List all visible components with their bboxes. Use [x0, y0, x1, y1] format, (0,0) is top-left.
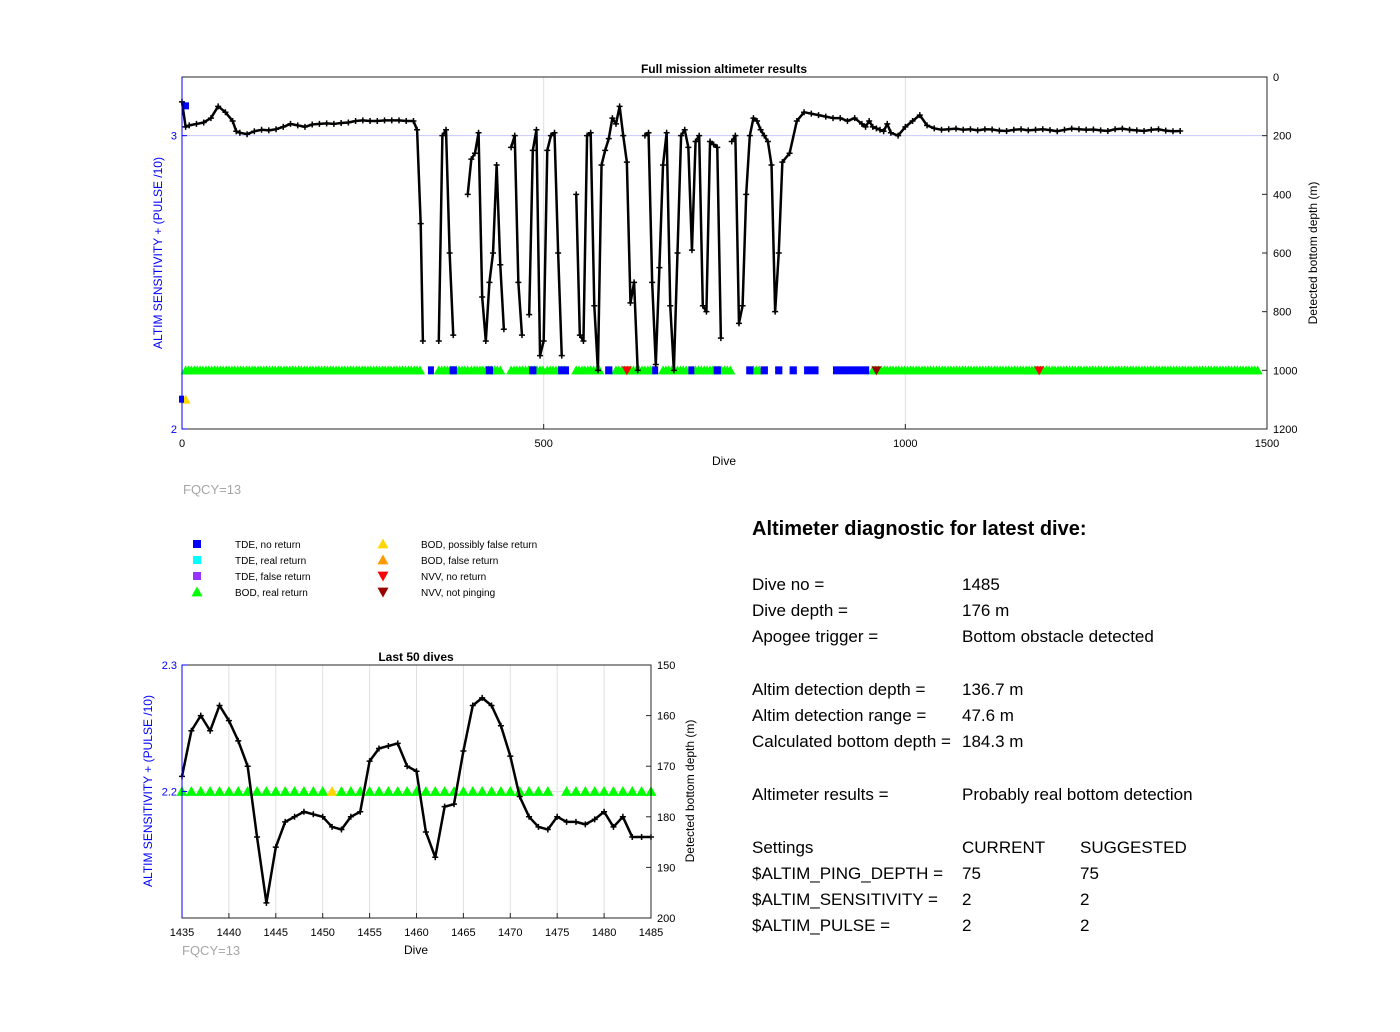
- y2-tick-label: 150: [657, 660, 676, 672]
- y2-tick-label: 190: [657, 862, 676, 875]
- legend-marker: [193, 572, 201, 580]
- y2-tick-label: 180: [657, 811, 676, 824]
- top-chart-title: Full mission altimeter results: [640, 62, 808, 76]
- tde-status-marker: [833, 366, 869, 374]
- top-y-axis-label: ALTIM SENSITIVITY + (PULSE /10): [151, 157, 165, 349]
- altim-detection-depth-value: 136.7 m: [962, 680, 1024, 699]
- x-tick-label: 1440: [216, 927, 242, 939]
- legend-label: BOD, possibly false return: [421, 540, 538, 551]
- x-tick-label: 1455: [357, 927, 382, 939]
- tde-status-marker: [790, 366, 797, 374]
- y2-tick-label: 1000: [1273, 365, 1298, 378]
- tde-status-marker: [746, 366, 753, 374]
- apogee-trigger-value: Bottom obstacle detected: [962, 627, 1154, 646]
- legend-label: TDE, false return: [235, 572, 311, 583]
- legend: [192, 539, 538, 600]
- x-tick-label: 1435: [169, 927, 195, 939]
- legend-label: NVV, no return: [421, 572, 487, 583]
- dive-depth-value: 176 m: [962, 601, 1010, 620]
- pulse-current: 2: [962, 916, 972, 935]
- legend-marker: [378, 539, 389, 549]
- y2-tick-label: 170: [657, 761, 676, 774]
- bottom-y-axis-label: ALTIM SENSITIVITY + (PULSE /10): [141, 695, 155, 887]
- x-tick-label: 1465: [451, 927, 476, 939]
- y2-tick-label: 160: [657, 710, 676, 723]
- x-tick-label: 1450: [310, 927, 335, 939]
- bottom-chart-title: Last 50 dives: [378, 650, 454, 664]
- legend-label: TDE, real return: [235, 556, 307, 567]
- tde-status-marker: [688, 366, 694, 374]
- diagnostic-title: Altimeter diagnostic for latest dive:: [752, 518, 1087, 540]
- legend-marker: [193, 540, 201, 548]
- top-y2-axis-label: Detected bottom depth (m): [1306, 181, 1320, 325]
- ping-depth-suggested: 75: [1080, 864, 1099, 883]
- legend-marker: [378, 555, 389, 565]
- x-tick-label: 0: [178, 438, 186, 450]
- y2-tick-label: 400: [1273, 189, 1292, 202]
- top-x-axis-label: Dive: [711, 454, 737, 468]
- ping-depth-current: 75: [962, 864, 981, 883]
- y2-tick-label: 800: [1273, 306, 1292, 319]
- x-tick-label: 1000: [893, 438, 918, 450]
- tde-status-marker: [529, 366, 536, 374]
- altim-detection-depth-label: Altim detection depth =: [752, 680, 926, 699]
- x-tick-label: 1460: [404, 927, 429, 939]
- x-tick-label: 1500: [1254, 438, 1280, 450]
- altim-detection-range-value: 47.6 m: [962, 706, 1014, 725]
- y2-tick-label: 1200: [1273, 424, 1298, 436]
- ping-depth-label: $ALTIM_PING_DEPTH =: [752, 864, 943, 883]
- tde-status-marker: [761, 366, 768, 374]
- y2-tick-label: 0: [1273, 72, 1280, 84]
- x-tick-label: 500: [534, 438, 553, 450]
- tde-status-marker: [714, 366, 721, 374]
- sensitivity-current: 2: [962, 890, 972, 909]
- sensitivity-label: $ALTIM_SENSITIVITY =: [752, 890, 938, 909]
- dive-no-value: 1485: [962, 575, 1000, 594]
- calculated-bottom-depth-label: Calculated bottom depth =: [752, 732, 951, 751]
- y-tick-label: 2.2: [161, 786, 177, 799]
- legend-marker: [193, 556, 201, 564]
- legend-label: TDE, no return: [235, 540, 301, 551]
- apogee-trigger-label: Apogee trigger =: [752, 627, 879, 646]
- tde-status-marker: [558, 366, 569, 374]
- tde-status-marker: [450, 366, 457, 374]
- bottom-x-axis-label: Dive: [403, 943, 429, 957]
- suggested-header: SUGGESTED: [1080, 838, 1187, 857]
- tde-status-marker: [486, 366, 493, 374]
- legend-marker: [378, 572, 389, 582]
- altim-detection-range-label: Altim detection range =: [752, 706, 927, 725]
- bottom-fqcy-label: FQCY=13: [182, 943, 241, 958]
- x-tick-label: 1445: [263, 927, 289, 939]
- current-header: CURRENT: [962, 838, 1046, 857]
- tde-status-marker: [652, 366, 658, 374]
- full-mission-chart: [151, 62, 1320, 497]
- y2-tick-label: 200: [1273, 130, 1292, 143]
- y-tick-label: 2: [170, 424, 177, 436]
- tde-status-marker: [605, 366, 612, 374]
- y2-tick-label: 600: [1273, 248, 1292, 260]
- pulse-suggested: 2: [1080, 916, 1090, 935]
- last-50-dives-chart: [141, 650, 697, 958]
- pulse-label: $ALTIM_PULSE =: [752, 916, 891, 935]
- altimeter-results-value: Probably real bottom detection: [962, 785, 1193, 804]
- x-tick-label: 1480: [591, 927, 617, 939]
- tde-status-marker: [775, 366, 782, 374]
- y-tick-label: 2.3: [161, 660, 177, 672]
- x-tick-label: 1475: [544, 927, 570, 939]
- x-tick-label: 1485: [638, 927, 664, 939]
- dive-depth-label: Dive depth =: [752, 601, 848, 620]
- calculated-bottom-depth-value: 184.3 m: [962, 732, 1024, 751]
- legend-label: NVV, not pinging: [421, 588, 496, 599]
- altimeter-results-label: Altimeter results =: [752, 785, 889, 804]
- bottom-y2-axis-label: Detected bottom depth (m): [683, 719, 697, 863]
- settings-header: Settings: [752, 838, 814, 857]
- legend-marker: [378, 588, 389, 598]
- y2-tick-label: 200: [657, 913, 676, 925]
- legend-marker: [192, 587, 203, 597]
- top-fqcy-label: FQCY=13: [183, 482, 242, 497]
- legend-label: BOD, real return: [235, 588, 308, 599]
- legend-label: BOD, false return: [421, 556, 499, 567]
- tde-status-marker: [428, 366, 434, 374]
- y-tick-label: 3: [170, 130, 177, 143]
- x-tick-label: 1470: [498, 927, 523, 939]
- tde-status-marker: [804, 366, 818, 374]
- diagnostic-panel: [752, 518, 1372, 935]
- sensitivity-suggested: 2: [1080, 890, 1090, 909]
- dive-no-label: Dive no =: [752, 575, 825, 594]
